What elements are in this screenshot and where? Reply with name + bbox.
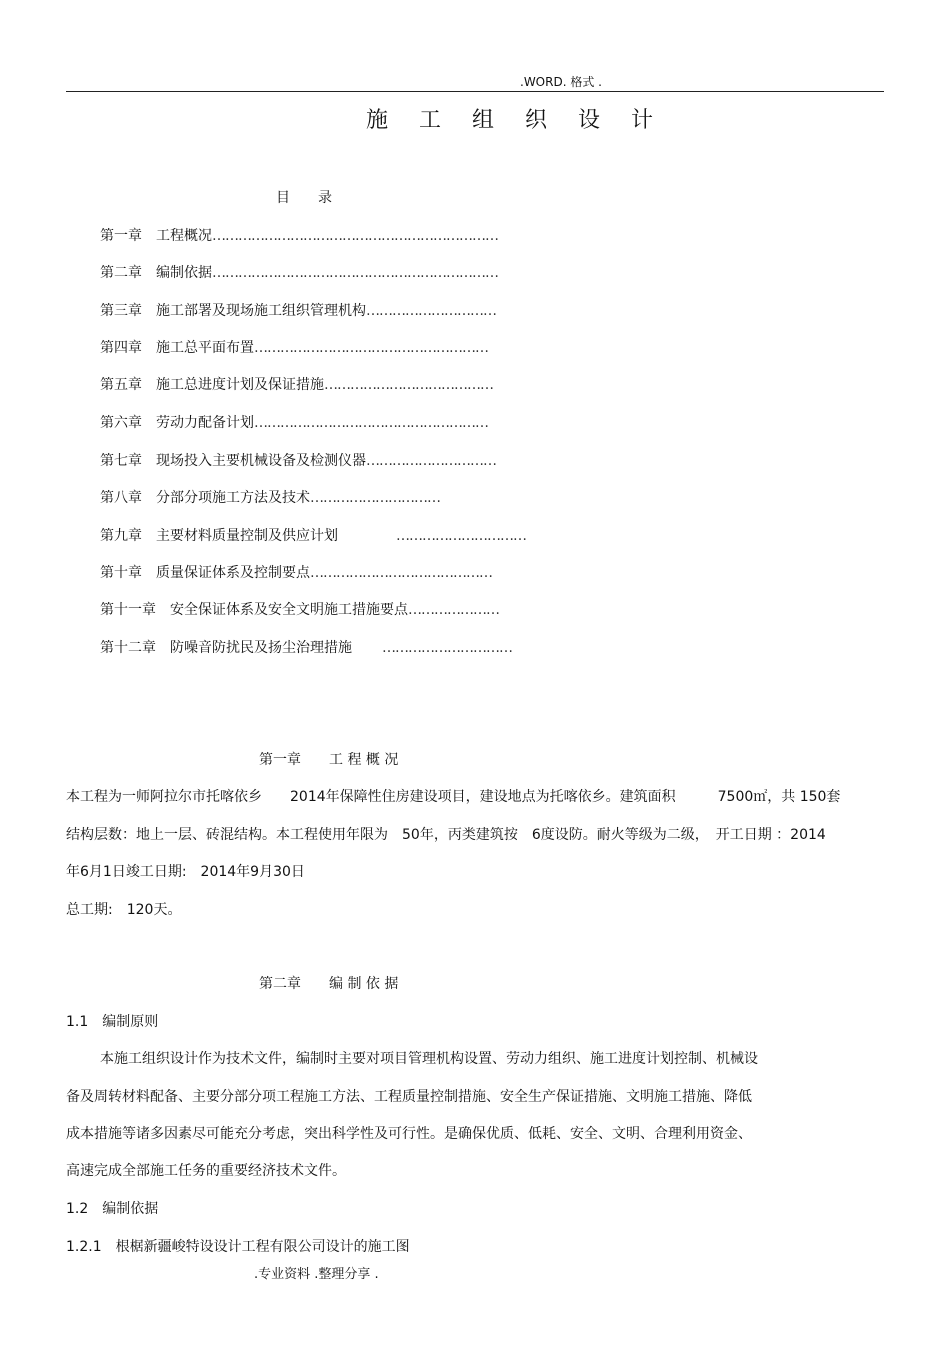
toc-item-chapter: 第六章 [100, 415, 142, 431]
toc-item-chapter: 第七章 [100, 453, 142, 469]
toc-item-title: 主要材料质量控制及供应计划 [156, 528, 338, 544]
page-footer: .专业资料 .整理分享 . [254, 1267, 379, 1282]
page-header: .WORD. 格式 . [520, 75, 602, 89]
toc-item-title: 分部分项施工方法及技术 [156, 490, 310, 506]
toc-item[interactable] [100, 562, 492, 582]
toc-item-title: 施工部署及现场施工组织管理机构 [156, 303, 366, 319]
toc-item-chapter: 第十一章 [100, 602, 156, 618]
toc-item[interactable] [100, 337, 488, 357]
toc-item-leader-dots: ……………………………………………… [254, 340, 488, 356]
toc-item-chapter: 第十章 [100, 565, 142, 581]
toc-item-chapter: 第五章 [100, 377, 142, 393]
toc-item[interactable] [100, 262, 498, 282]
toc-item-chapter: 第十二章 [100, 640, 156, 656]
toc-item-leader-dots: ………………………………………………………… [212, 228, 498, 244]
toc-heading: 目 录 [276, 190, 332, 206]
chapter1-line-2: 结构层数：地上一层、砖混结构。本工程使用年限为 50年，丙类建筑按 6度设防。耐火等级为二级， 开工日期 ：2014 [66, 827, 826, 843]
toc-item-title: 编制依据 [156, 265, 212, 281]
toc-item-chapter: 第四章 [100, 340, 142, 356]
toc-item[interactable] [100, 599, 499, 619]
toc-item-leader-dots: ………………………… [366, 453, 496, 469]
toc-item-chapter: 第八章 [100, 490, 142, 506]
toc-item[interactable] [100, 450, 496, 470]
chapter2-heading: 第二章 编 制 依 据 [259, 976, 399, 992]
toc-item-leader-dots: ………………………… [310, 490, 440, 506]
toc-item[interactable] [100, 374, 493, 394]
toc-item[interactable] [100, 412, 488, 432]
section-1-1-line-4: 高速完成全部施工任务的重要经济技术文件。 [66, 1163, 346, 1179]
section-1-1-line-1: 本施工组织设计作为技术文件，编制时主要对项目管理机构设置、劳动力组织、施工进度计划控制、机械设 [100, 1051, 758, 1067]
toc-item-title: 安全保证体系及安全文明施工措施要点 [170, 602, 408, 618]
toc-item-title: 施工总进度计划及保证措施 [156, 377, 324, 393]
toc-item-leader-dots: …………………………………… [310, 565, 492, 581]
toc-item-leader-dots: ………………………………… [324, 377, 493, 393]
toc-item-chapter: 第二章 [100, 265, 142, 281]
chapter1-line-1: 本工程为一师阿拉尔市托喀依乡 2014年保障性住房建设项目，建设地点为托喀依乡。建筑面积 7500㎡，共 150套 [66, 789, 841, 805]
header-rule [66, 91, 884, 92]
section-1-2-1: 1.2.1 根椐新疆峻特设设计工程有限公司设计的施工图 [66, 1239, 410, 1255]
toc-item-leader-dots: ……………………………………………… [254, 415, 488, 431]
chapter1-line-4: 总工期: 120天。 [66, 902, 182, 918]
toc-item-title: 防噪音防扰民及扬尘治理措施 [170, 640, 352, 656]
section-1-1-title: 1.1 编制原则 [66, 1014, 159, 1030]
section-1-1-line-3: 成本措施等诸多因素尽可能充分考虑，突出科学性及可行性。是确保优质、低耗、安全、文明、合理利用资金、 [66, 1126, 752, 1142]
toc-item-leader-dots: ………………………… [382, 640, 512, 656]
section-1-1-line-2: 备及周转材料配备、主要分部分项工程施工方法、工程质量控制措施、安全生产保证措施、文明施工措施、降低 [66, 1089, 752, 1105]
toc-item[interactable] [100, 487, 440, 507]
document-title: 施 工 组 织 设 计 [366, 108, 665, 133]
toc-item-leader-dots: ………………………………………………………… [212, 265, 498, 281]
chapter1-line-3: 年6月1日竣工日期: 2014年9月30日 [66, 864, 305, 880]
toc-item-leader-dots: ………………… [408, 602, 499, 618]
toc-item-chapter: 第一章 [100, 228, 142, 244]
chapter1-heading: 第一章 工 程 概 况 [259, 752, 399, 768]
toc-item[interactable] [100, 637, 512, 657]
toc-item-chapter: 第九章 [100, 528, 142, 544]
toc-item-leader-dots: ………………………… [396, 528, 526, 544]
section-1-2-title: 1.2 编制依据 [66, 1201, 159, 1217]
toc-item-title: 工程概况 [156, 228, 212, 244]
toc-item-title: 现场投入主要机械设备及检测仪器 [156, 453, 366, 469]
toc-item[interactable] [100, 525, 526, 545]
toc-item[interactable] [100, 300, 496, 320]
toc-item-title: 劳动力配备计划 [156, 415, 254, 431]
toc-item-title: 质量保证体系及控制要点 [156, 565, 310, 581]
toc-item-leader-dots: ………………………… [366, 303, 496, 319]
toc-item-title: 施工总平面布置 [156, 340, 254, 356]
toc-item[interactable] [100, 225, 498, 245]
toc-item-chapter: 第三章 [100, 303, 142, 319]
